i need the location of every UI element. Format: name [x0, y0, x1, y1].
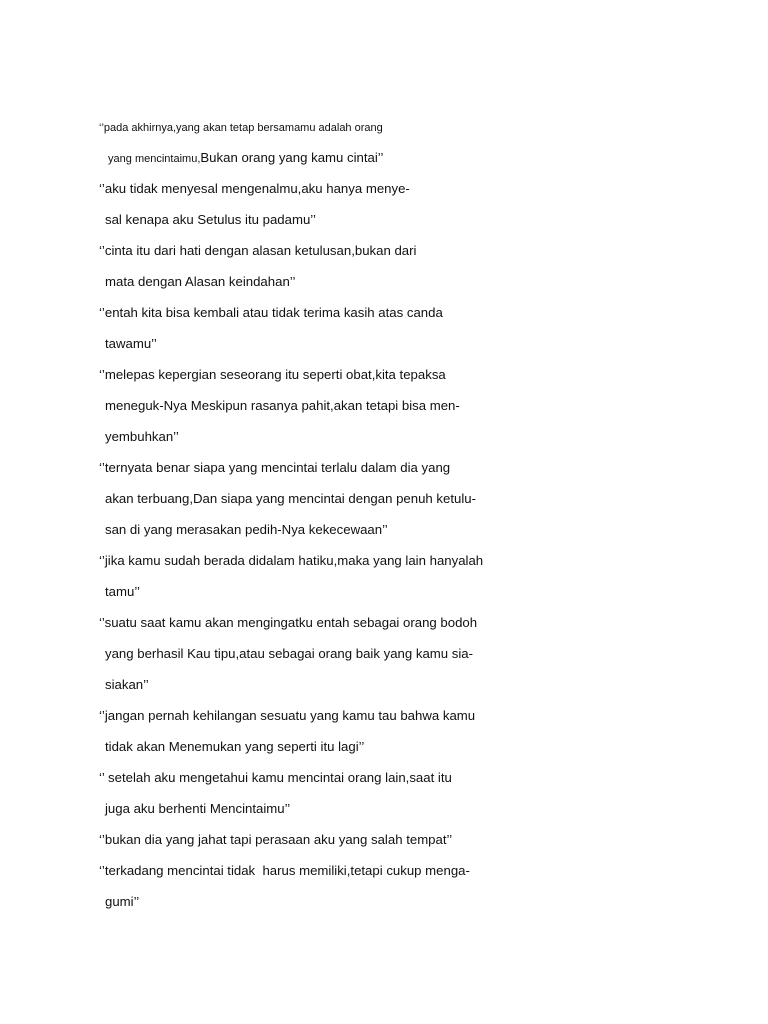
- line-text: yembuhkan’’: [105, 429, 179, 444]
- line-text: san di yang merasakan pedih-Nya kekecewaan’’: [105, 522, 388, 537]
- quote-continuation-line: [99, 147, 699, 178]
- line-text: ‘’melepas kepergian seseorang itu seperti obat,kita tepaksa: [99, 367, 446, 382]
- quote-continuation-line: [99, 271, 699, 302]
- quote-continuation-line: [99, 519, 699, 550]
- line-text: tidak akan Menemukan yang seperti itu lagi’’: [105, 739, 365, 754]
- line-text: ‘’suatu saat kamu akan mengingatku entah sebagai orang bodoh: [99, 615, 478, 630]
- quote-continuation-line: [99, 209, 699, 240]
- quote-line: [99, 457, 699, 488]
- line-text: ‘’ternyata benar siapa yang mencintai terlalu dalam dia yang: [99, 460, 451, 475]
- quote-continuation-line: [99, 333, 699, 364]
- line-text: mata dengan Alasan keindahan’’: [105, 274, 296, 289]
- line-text: akan terbuang,Dan siapa yang mencintai dengan penuh ketulu-: [105, 491, 476, 506]
- quote-continuation-line: [99, 736, 699, 767]
- line-text: siakan’’: [105, 677, 149, 692]
- line-text: ‘’entah kita bisa kembali atau tidak terima kasih atas canda: [99, 305, 443, 320]
- quote-continuation-line: [99, 488, 699, 519]
- line-text: tawamu’’: [105, 336, 157, 351]
- quote-continuation-line: [99, 395, 699, 426]
- quote-continuation-line: [99, 581, 699, 612]
- quote-continuation-line: [99, 891, 699, 922]
- line-text: ‘’jangan pernah kehilangan sesuatu yang kamu tau bahwa kamu: [99, 708, 476, 723]
- quote-line: [99, 612, 699, 643]
- quote-text-block: [99, 116, 699, 922]
- quote-continuation-line: [99, 426, 699, 457]
- quote-line: [99, 302, 699, 333]
- quote-line: [99, 705, 699, 736]
- quote-line: [99, 829, 699, 860]
- line-text: ‘’terkadang mencintai tidak harus memiliki,tetapi cukup menga-: [99, 863, 470, 878]
- line-text: juga aku berhenti Mencintaimu’’: [105, 801, 291, 816]
- line-text: yang mencintaimu,: [105, 153, 201, 165]
- quote-line: [99, 550, 699, 581]
- line-text: ‘’aku tidak menyesal mengenalmu,aku hanya menye-: [99, 181, 410, 196]
- line-text: meneguk-Nya Meskipun rasanya pahit,akan tetapi bisa men-: [105, 398, 460, 413]
- line-text: ‘’jika kamu sudah berada didalam hatiku,maka yang lain hanyalah: [99, 553, 484, 568]
- quote-continuation-line: [99, 798, 699, 829]
- quote-continuation-line: [99, 643, 699, 674]
- quote-line: [99, 767, 699, 798]
- quote-line: [99, 240, 699, 271]
- line-text: sal kenapa aku Setulus itu padamu’’: [105, 212, 316, 227]
- line-text: tamu’’: [105, 584, 140, 599]
- line-text: Bukan orang yang kamu cintai’’: [200, 150, 384, 165]
- quote-continuation-line: [99, 674, 699, 705]
- line-text: gumi’’: [105, 894, 140, 909]
- line-text: yang berhasil Kau tipu,atau sebagai orang baik yang kamu sia-: [105, 646, 474, 661]
- quote-line: [99, 364, 699, 395]
- line-text: ‘’bukan dia yang jahat tapi perasaan aku yang salah tempat’’: [99, 832, 453, 847]
- line-text: ‘’pada akhirnya,yang akan tetap bersamamu adalah orang: [99, 122, 383, 134]
- line-text: ‘’cinta itu dari hati dengan alasan ketulusan,bukan dari: [99, 243, 417, 258]
- quote-line: [99, 116, 699, 147]
- line-text: ‘’ setelah aku mengetahui kamu mencintai orang lain,saat itu: [99, 770, 452, 785]
- quote-line: [99, 178, 699, 209]
- quote-line: [99, 860, 699, 891]
